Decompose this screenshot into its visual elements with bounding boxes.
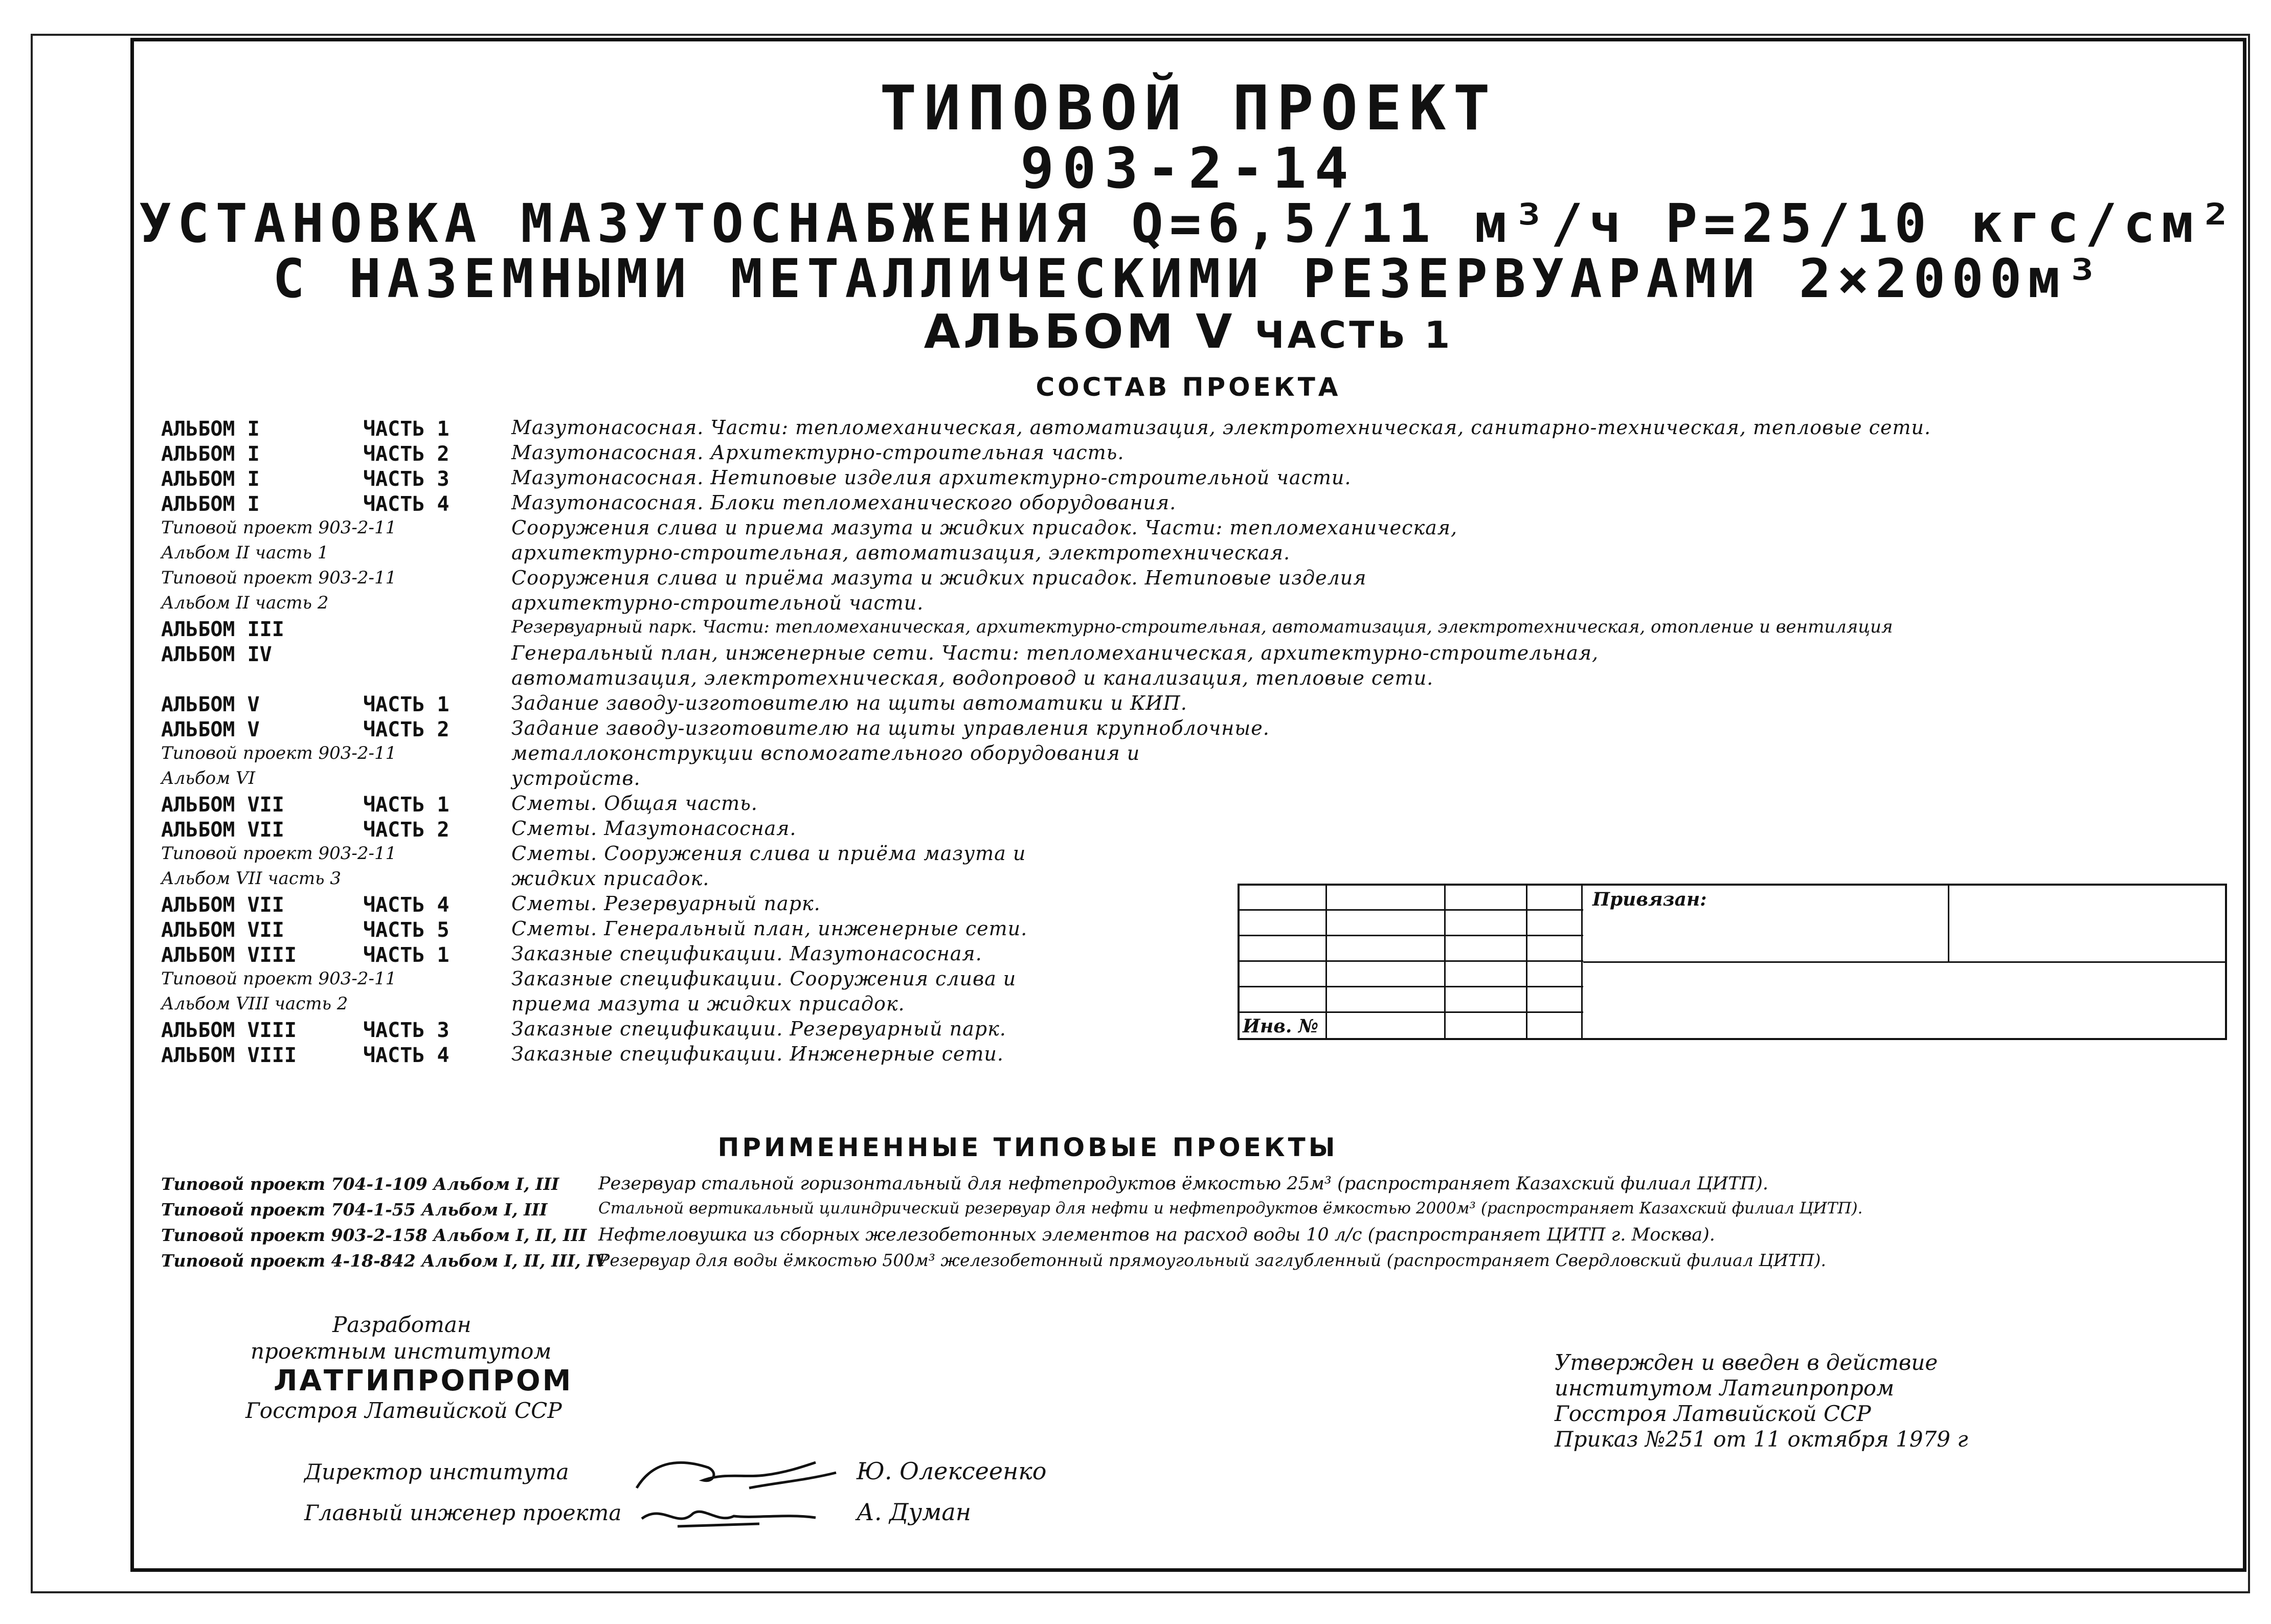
title-line-1: ТИПОВОЙ ПРОЕКТ (880, 73, 1497, 144)
album-label: Альбом VIII часть 2 (161, 994, 348, 1014)
list-item (161, 489, 2247, 514)
album-label: АЛЬБОМ I (161, 492, 260, 516)
album-label: АЛЬБОМ VII (161, 893, 284, 917)
stamp-grid-line (1240, 1011, 1583, 1013)
inventory-number-label: Инв. № (1243, 1016, 1319, 1037)
stamp-grid-line (1325, 886, 1327, 1038)
item-description: Сметы. Общая часть. (511, 792, 758, 815)
item-description: Сооружения слива и приема мазута и жидких присадок. Части: тепломеханическая, (511, 516, 1458, 539)
album-label: Альбом II часть 2 (161, 593, 329, 613)
album-label: АЛЬБОМ VIII (161, 943, 297, 967)
signatures-block (304, 1452, 1071, 1534)
list-item (161, 790, 2247, 815)
project-description: Стальной вертикальный цилиндрический резервуар для нефти и нефтепродуктов ёмкостью 2000м³ (распространяет Казахский филиал ЦИТП). (598, 1199, 1863, 1217)
signer-name: Ю. Олексеенко (857, 1457, 1047, 1485)
item-description: Заказные спецификации. Инженерные сети. (511, 1043, 1004, 1065)
album-label: АЛЬБОМ VII (161, 918, 284, 942)
item-description: металлоконструкции вспомогательного оборудования и (511, 742, 1140, 764)
stamp-grid-line (1581, 886, 1583, 1038)
signature-chief-engineer (632, 1493, 846, 1539)
list-item (161, 690, 2247, 715)
album-label: Типовой проект 903-2-11 (161, 843, 397, 864)
stamp-grid-line (1526, 886, 1527, 1038)
list-item (161, 414, 2247, 439)
part-label: ЧАСТЬ 2 (363, 442, 449, 466)
title-block (130, 73, 2246, 360)
item-description: архитектурно-строительной части. (511, 592, 924, 614)
item-description: Заказные спецификации. Мазутонасосная. (511, 942, 982, 965)
album-title-album: АЛЬБОМ V (924, 304, 1235, 359)
project-reference: Типовой проект 4-18-842 Альбом I, II, III, IV (161, 1251, 608, 1271)
developer-org: ЛАТГИПРОПРОМ (274, 1364, 573, 1397)
binding-stamp (1238, 884, 2227, 1040)
item-description: архитектурно-строительная, автоматизация, электротехническая. (511, 542, 1291, 564)
album-label: Типовой проект 903-2-11 (161, 517, 397, 538)
list-item (161, 539, 2247, 565)
part-label: ЧАСТЬ 2 (363, 718, 449, 741)
part-label: ЧАСТЬ 2 (363, 818, 449, 842)
project-description: Нефтеловушка из сборных железобетонных элементов на расход воды 10 л/с (распространяет ЦИТП г. Москва). (598, 1225, 1715, 1245)
album-label: Типовой проект 903-2-11 (161, 968, 397, 989)
album-label: Альбом VI (161, 768, 256, 788)
approval-line-1: Утвержден и введен в действие (1555, 1350, 1938, 1375)
developer-line-2: проектным институтом (251, 1339, 552, 1364)
album-label: АЛЬБОМ III (161, 618, 284, 641)
album-label: АЛЬБОМ IV (161, 643, 272, 666)
item-description: Заказные спецификации. Сооружения слива и (511, 967, 1017, 990)
album-label: АЛЬБОМ I (161, 442, 260, 466)
applied-projects-heading-text: ПРИМЕНЕННЫЕ ТИПОВЫЕ ПРОЕКТЫ (717, 1133, 1338, 1162)
list-item (161, 815, 2247, 840)
part-label: ЧАСТЬ 3 (363, 1019, 449, 1042)
list-item (161, 439, 2247, 464)
stamp-grid-line (1240, 909, 1583, 911)
item-description: Мазутонасосная. Части: тепломеханическая, автоматизация, электротехническая, санитарно-техническая, тепловые сети. (511, 416, 1931, 439)
album-label: АЛЬБОМ I (161, 417, 260, 441)
list-item (161, 1197, 2247, 1222)
list-item (161, 1171, 2247, 1197)
album-title (130, 306, 2246, 360)
stamp-grid-line (1240, 935, 1583, 936)
item-description: Мазутонасосная. Блоки тепломеханического оборудования. (511, 491, 1177, 514)
part-label: ЧАСТЬ 5 (363, 918, 449, 942)
approval-block (1555, 1350, 2219, 1452)
item-description: Сметы. Сооружения слива и приёма мазута и (511, 842, 1026, 865)
approval-line-2: институтом Латгипропром (1555, 1375, 1895, 1401)
part-label: ЧАСТЬ 4 (363, 492, 449, 516)
list-item (161, 640, 2247, 665)
list-item (161, 715, 2247, 740)
album-label: АЛЬБОМ V (161, 718, 260, 741)
developer-line-1: Разработан (332, 1312, 471, 1337)
part-label: ЧАСТЬ 1 (363, 417, 449, 441)
signer-role: Директор института (304, 1459, 569, 1484)
album-label: АЛЬБОМ VIII (161, 1019, 297, 1042)
list-item (161, 464, 2247, 489)
item-description: Мазутонасосная. Нетиповые изделия архитектурно-строительной части. (511, 466, 1352, 489)
album-label: АЛЬБОМ V (161, 693, 260, 716)
signer-name: А. Думан (857, 1498, 972, 1526)
list-item (161, 590, 2247, 615)
bound-label: Привязан: (1592, 889, 1707, 910)
project-number: 903-2-14 (1020, 136, 1357, 201)
list-item (161, 1222, 2247, 1248)
approval-line-4: Приказ №251 от 11 октября 1979 г (1555, 1427, 1968, 1452)
item-description: Задание заводу-изготовителю на щиты автоматики и КИП. (511, 692, 1187, 714)
signer-row (304, 1452, 1071, 1493)
approval-line-3: Госстроя Латвийской ССР (1555, 1401, 1871, 1426)
album-title-part: ЧАСТЬ 1 (1254, 313, 1453, 356)
signer-role: Главный инженер проекта (304, 1500, 622, 1525)
part-label: ЧАСТЬ 4 (363, 1044, 449, 1067)
composition-heading (130, 372, 2246, 402)
project-description: Резервуар для воды ёмкостью 500м³ железобетонный прямоугольный заглубленный (распространяет Свердловский филиал ЦИТП). (598, 1250, 1826, 1270)
item-description: Сметы. Резервуарный парк. (511, 892, 821, 915)
stamp-divider (1583, 961, 2225, 963)
list-item (161, 765, 2247, 790)
album-label: Альбом VII часть 3 (161, 868, 342, 889)
list-item (161, 1041, 2247, 1066)
part-label: ЧАСТЬ 1 (363, 793, 449, 817)
list-item (161, 615, 2247, 640)
album-label: АЛЬБОМ VII (161, 793, 284, 817)
item-description: автоматизация, электротехническая, водопровод и канализация, тепловые сети. (511, 667, 1434, 689)
album-label: АЛЬБОМ VII (161, 818, 284, 842)
project-reference: Типовой проект 704-1-55 Альбом I, III (161, 1200, 548, 1220)
item-description: Задание заводу-изготовителю на щиты управления крупноблочные. (511, 717, 1270, 739)
stamp-grid-line (1444, 886, 1446, 1038)
title-line-4: С НАЗЕМНЫМИ МЕТАЛЛИЧЕСКИМИ РЕЗЕРВУАРАМИ 2×2000м³ (273, 247, 2104, 310)
part-label: ЧАСТЬ 3 (363, 467, 449, 491)
stamp-grid-line (1240, 986, 1583, 987)
item-description: Сметы. Мазутонасосная. (511, 817, 797, 840)
applied-projects-list (161, 1171, 2247, 1273)
list-item (161, 740, 2247, 765)
item-description: приема мазута и жидких присадок. (511, 993, 905, 1015)
item-description: Сметы. Генеральный план, инженерные сети. (511, 917, 1028, 940)
list-item (161, 840, 2247, 865)
applied-projects-heading (130, 1133, 1925, 1162)
item-description: Резервуарный парк. Части: тепломеханическая, архитектурно-строительная, автоматизация, электротехническая, отопление и вентиляция (511, 617, 1893, 637)
album-label: АЛЬБОМ VIII (161, 1044, 297, 1067)
list-item (161, 565, 2247, 590)
signature-director (632, 1452, 846, 1498)
item-description: Генеральный план, инженерные сети. Части: тепломеханическая, архитектурно-строительная, (511, 642, 1599, 664)
item-description: Мазутонасосная. Архитектурно-строительная часть. (511, 441, 1125, 464)
list-item (161, 514, 2247, 539)
title-line-3: УСТАНОВКА МАЗУТОСНАБЖЕНИЯ Q=6,5/11 м³/ч P=25/10 кгс/см² (139, 192, 2238, 255)
part-label: ЧАСТЬ 4 (363, 893, 449, 917)
project-reference: Типовой проект 903-2-158 Альбом I, II, III (161, 1225, 587, 1245)
album-label: Типовой проект 903-2-11 (161, 743, 397, 763)
developer-line-4: Госстроя Латвийской ССР (245, 1398, 562, 1423)
stamp-divider (1948, 886, 1949, 961)
album-label: АЛЬБОМ I (161, 467, 260, 491)
album-label: Альбом II часть 1 (161, 543, 329, 563)
developer-block (215, 1312, 675, 1424)
stamp-grid-line (1240, 960, 1583, 962)
composition-heading-text: СОСТАВ ПРОЕКТА (1036, 372, 1341, 402)
item-description: устройств. (511, 767, 641, 790)
item-description: Заказные спецификации. Резервуарный парк. (511, 1018, 1006, 1040)
item-description: жидких присадок. (511, 867, 710, 890)
album-label: Типовой проект 903-2-11 (161, 568, 397, 588)
part-label: ЧАСТЬ 1 (363, 693, 449, 716)
item-description: Сооружения слива и приёма мазута и жидких присадок. Нетиповые изделия (511, 567, 1367, 589)
part-label: ЧАСТЬ 1 (363, 943, 449, 967)
list-item (161, 1248, 2247, 1273)
list-item (161, 665, 2247, 690)
project-description: Резервуар стальной горизонтальный для нефтепродуктов ёмкостью 25м³ (распространяет Казахский филиал ЦИТП). (598, 1174, 1769, 1194)
signer-row (304, 1493, 1071, 1534)
project-reference: Типовой проект 704-1-109 Альбом I, III (161, 1174, 559, 1194)
